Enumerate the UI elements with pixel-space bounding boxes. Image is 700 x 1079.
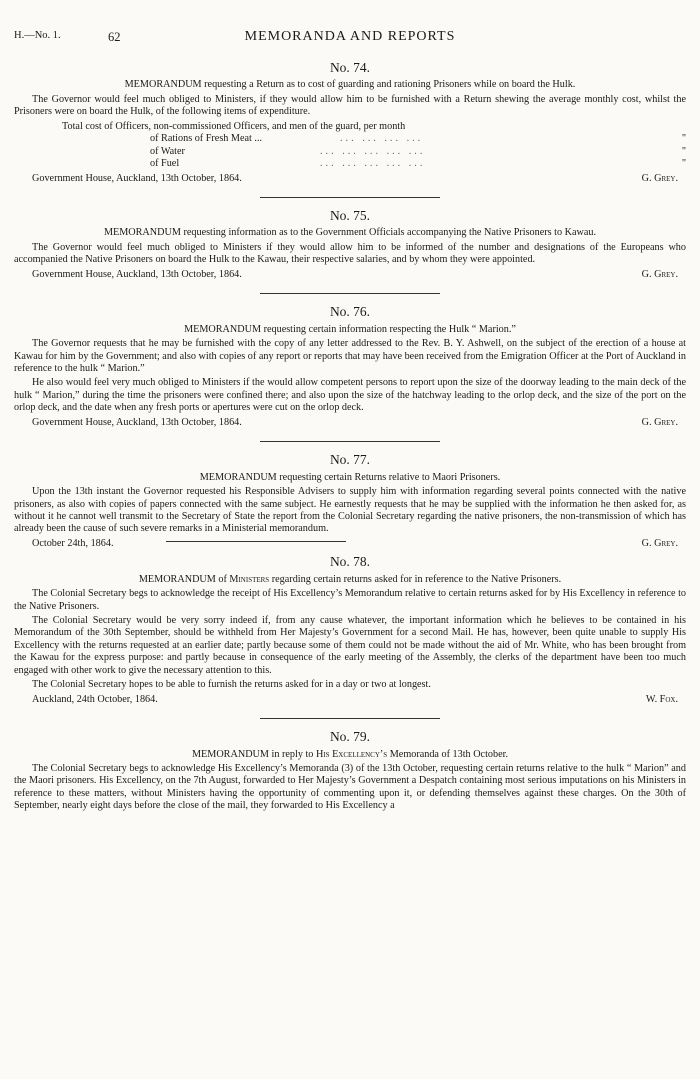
paper-reference: H.—No. 1.: [14, 30, 61, 41]
signature: G. Grey.: [641, 268, 678, 280]
place-date: Government House, Auckland, 13th October, 1864.: [32, 172, 242, 184]
memo-number: No. 77.: [329, 452, 371, 468]
place-date: Auckland, 24th October, 1864.: [32, 693, 158, 705]
memo-paragraph: The Governor would feel much obliged to Ministers, if they would allow him to be furnished with a Return shewing the average monthly cost, whilst the Prisoners were on board the Hulk, of the following items of expenditure.: [14, 93, 686, 118]
memo-79: [14, 729, 686, 813]
memo-title: [14, 574, 686, 586]
item-mark: ": [681, 145, 686, 157]
item-dots: ... ... ... ...: [340, 133, 424, 145]
memo-title: [14, 749, 686, 761]
list-item: [62, 146, 686, 158]
section-divider: [166, 541, 346, 542]
memo-title: MEMORANDUM requesting certain information respecting the Hulk “ Marion.”: [184, 323, 516, 335]
place-date: [32, 538, 346, 550]
signature: W. Fox.: [645, 693, 678, 705]
place-date: Government House, Auckland, 13th October, 1864.: [32, 268, 242, 280]
list-item: [62, 121, 686, 133]
title-smallcaps: His Excellency’s: [315, 748, 388, 760]
memo-footer: [14, 173, 686, 185]
signature: G. Grey.: [641, 537, 678, 549]
memo-number: No. 74.: [329, 60, 371, 75]
memo-footer: [14, 417, 686, 429]
memo-paragraph: He also would feel very much obliged to Ministers if the would allow competent persons to report upon the size of the doorway leading to the main deck of the hulk “ Marion,” during the time the prisoners were confined there; and also upon the size of the hatchway leading to the orlop deck, and the size of the port on the orlop deck, and the date when any fresh ports or apertures were cut on the orlop deck.: [14, 377, 686, 414]
item-label: of Rations of Fresh Meat ...: [150, 133, 263, 145]
title-part: Memoranda of 13th October.: [387, 748, 508, 760]
section-divider: [260, 293, 440, 294]
item-label: of Water: [150, 145, 185, 157]
memo-paragraph: The Colonial Secretary would be very sorry indeed if, from any cause whatever, the important information which he believes to be contained in his Memorandum of the 30th September, should be withheld from Her Majesty’s Government for a second Mail. He has, however, been quite unable to supply His Excellency with the returns requested at an earlier date; partly because some of them could not be made without the aid of Mr. White, who has been brought from the Kawau for the express purpose: and partly because in consequence of the early meeting of the Assembly, the clerks of the department have been too much engaged with other work to give the necessary attention to this.: [14, 615, 686, 676]
item-mark: ": [681, 158, 686, 170]
memo-paragraph: The Colonial Secretary begs to acknowledge the receipt of His Excellency’s Memorandum relative to certain returns asked for by His Excellency in reference to the Native Prisoners.: [14, 588, 686, 612]
memo-74: [14, 60, 686, 185]
memo-paragraph: The Governor requests that he may be furnished with the copy of any letter addressed to the Rev. B. Y. Ashwell, on the subject of the erection of a house at Kawau for him by the Government; and also with copies of any report or reports that may have been received from the Emigration Officer at the Port of Auckland in reference to the hulk “ Marion.”: [14, 338, 686, 374]
memo-title: MEMORANDUM requesting information as to the Government Officials accompanying the Native Prisoners to Kawau.: [103, 227, 597, 239]
memo-footer: [14, 269, 686, 281]
memo-footer: [14, 694, 686, 706]
memo-75: [14, 208, 686, 281]
item-label: of Fuel: [150, 158, 180, 170]
item-dots: [405, 121, 686, 133]
title-smallcaps: Ministers: [229, 573, 270, 585]
running-title: MEMORANDA AND REPORTS: [244, 29, 456, 44]
memo-paragraph: Upon the 13th instant the Governor requested his Responsible Advisers to supply him with information regarding several points connected with the native prisoners, as also with copies of papers connected with the same subject. He earnestly requests that he may be supplied with the information he then asked for, as without it he cannot well transmit to the Secretary of State the report from the Colonial Secretary regarding the native prisoners, the non-transmission of which has already been the cause of such severe remarks in a Ministerial memorandum.: [14, 486, 686, 535]
signature: G. Grey.: [641, 416, 678, 428]
page-header: [14, 30, 686, 46]
title-part: MEMORANDUM in reply to: [191, 748, 316, 760]
item-mark: ": [681, 133, 686, 145]
date-text: October 24th, 1864.: [32, 537, 114, 549]
item-dots: ... ... ... ... ...: [320, 158, 426, 170]
section-divider: [260, 197, 440, 198]
memo-number: No. 76.: [329, 304, 371, 320]
memo-title: MEMORANDUM requesting certain Returns relative to Maori Prisoners.: [199, 471, 501, 483]
memo-paragraph: The Governor would feel much obliged to Ministers if they would allow him to be informed of the number and designations of the Europeans who accompanied the Native Prisoners on board the Hulk to the Kawau, their respective salaries, and by whom they were appointed.: [14, 241, 686, 266]
signature: G. Grey.: [641, 172, 678, 184]
memo-paragraph: The Colonial Secretary hopes to be able to furnish the returns asked for in a day or two at longest.: [32, 679, 431, 691]
memo-paragraph: The Colonial Secretary begs to acknowledge His Excellency’s Memoranda (3) of the 13th October, requesting certain returns relative to the hulk “ Marion” and the Maori prisoners. His Excellency, on the 7th August, forwarded to Her Majesty’s Government a Despatch containing most serious imputations on his Ministers in reference to these matters, without Ministers having the opportunity of commenting upon it, or defending themselves against these charges. On the 30th of September, nearly eight days before the close of the mail, they forwarded to His Excellency a: [14, 763, 686, 812]
title-part: regarding certain returns asked for in reference to the Native Prisoners.: [269, 573, 562, 585]
place-date: Government House, Auckland, 13th October, 1864.: [32, 416, 242, 428]
memo-76: [14, 304, 686, 429]
list-item: [62, 158, 686, 170]
list-item: [62, 133, 686, 145]
memo-number: No. 75.: [329, 207, 371, 223]
item-label: Total cost of Officers, non-commissioned Officers, and men of the guard, per month: [62, 120, 406, 132]
title-part: MEMORANDUM of: [138, 573, 230, 585]
section-divider: [260, 441, 440, 442]
expenditure-items: [14, 121, 686, 171]
document-body: [14, 56, 686, 815]
item-dots: ... ... ... ... ...: [320, 145, 426, 157]
memo-78: [14, 554, 686, 706]
memo-footer: [14, 538, 686, 550]
memo-number: No. 78.: [329, 554, 371, 570]
memo-77: [14, 452, 686, 550]
memo-title: MEMORANDUM requesting a Return as to cost of guarding and rationing Prisoners while on board the Hulk.: [124, 79, 576, 91]
memo-number: No. 79.: [329, 729, 371, 745]
page-number: 62: [108, 30, 121, 44]
section-divider: [260, 718, 440, 719]
